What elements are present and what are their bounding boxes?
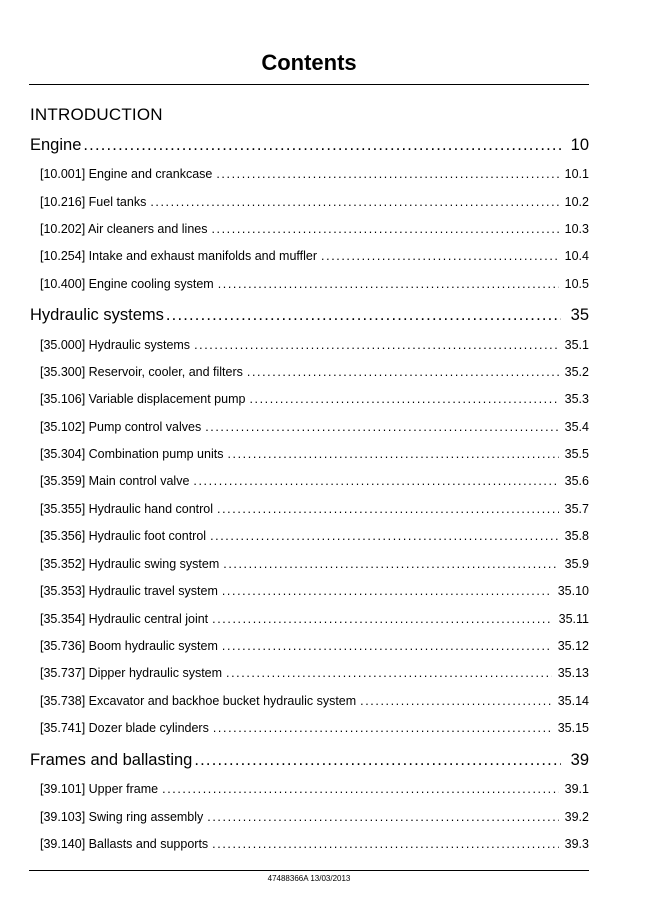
toc-entry-label: [39.101] Upper frame (40, 782, 159, 796)
dot-leader (194, 751, 560, 770)
dot-leader (194, 338, 559, 352)
toc-entry[interactable] (40, 666, 589, 680)
toc-section-hydraulic-systems[interactable] (30, 306, 589, 325)
dot-leader (210, 529, 559, 543)
toc-entry-page: 39.2 (564, 810, 589, 824)
toc-entry[interactable] (40, 584, 589, 598)
dot-leader (193, 474, 558, 488)
dot-leader (217, 502, 559, 516)
toc-entry-label: [35.304] Combination pump units (40, 447, 224, 461)
toc-entry-label: [10.001] Engine and crankcase (40, 167, 213, 181)
toc-entry[interactable] (40, 392, 589, 406)
toc-entry-label: [35.359] Main control valve (40, 474, 190, 488)
toc-entry-label: [35.352] Hydraulic swing system (40, 557, 220, 571)
toc-entry[interactable] (40, 474, 589, 488)
toc-entry-label: [35.300] Reservoir, cooler, and filters (40, 365, 243, 379)
toc-entry-label: [35.353] Hydraulic travel system (40, 584, 218, 598)
header-divider (29, 84, 589, 85)
toc-section-page: 39 (570, 751, 589, 769)
dot-leader (222, 584, 552, 598)
dot-leader (360, 694, 552, 708)
toc-entry-page: 10.4 (564, 249, 589, 263)
toc-entry[interactable] (40, 721, 589, 735)
toc-introduction-heading[interactable]: INTRODUCTION (30, 105, 163, 124)
toc-section-frames-and-ballasting[interactable] (30, 751, 589, 770)
toc-entry-label: [39.103] Swing ring assembly (40, 810, 204, 824)
toc-entry-label: [35.737] Dipper hydraulic system (40, 666, 223, 680)
toc-entry[interactable] (40, 447, 589, 461)
toc-entry-label: [35.741] Dozer blade cylinders (40, 721, 209, 735)
dot-leader (162, 782, 559, 796)
toc-section-title: Hydraulic systems (30, 306, 164, 324)
toc-section-page: 35 (570, 306, 589, 324)
toc-entry-page: 35.1 (564, 338, 589, 352)
toc-entry-label: [35.354] Hydraulic central joint (40, 612, 209, 626)
toc-entry-page: 35.2 (564, 365, 589, 379)
dot-leader (213, 721, 552, 735)
toc-entry[interactable] (40, 694, 589, 708)
toc-entry-page: 35.6 (564, 474, 589, 488)
toc-entry-page: 35.5 (564, 447, 589, 461)
toc-entry-page: 35.14 (557, 694, 589, 708)
toc-entry-label: [39.140] Ballasts and supports (40, 837, 209, 851)
toc-entry-page: 10.3 (564, 222, 589, 236)
toc-section-engine[interactable] (30, 136, 589, 155)
toc-entry[interactable] (40, 420, 589, 434)
toc-entry-label: [35.106] Variable displacement pump (40, 392, 246, 406)
toc-entry[interactable] (40, 167, 589, 181)
toc-entry-label: [35.102] Pump control valves (40, 420, 202, 434)
toc-entry-page: 35.11 (558, 612, 589, 626)
dot-leader (321, 249, 559, 263)
dot-leader (247, 365, 559, 379)
toc-entry[interactable] (40, 639, 589, 653)
toc-entry-label: [35.000] Hydraulic systems (40, 338, 191, 352)
toc-entry-label: [10.202] Air cleaners and lines (40, 222, 208, 236)
dot-leader (223, 557, 558, 571)
footer-divider (29, 870, 589, 871)
toc-entry-page: 35.4 (564, 420, 589, 434)
dot-leader (222, 639, 552, 653)
dot-leader (226, 666, 552, 680)
dot-leader (83, 136, 560, 155)
dot-leader (211, 222, 558, 236)
toc-entry-page: 35.7 (564, 502, 589, 516)
toc-entry-label: [10.400] Engine cooling system (40, 277, 214, 291)
dot-leader (205, 420, 558, 434)
page-title: Contents (261, 50, 357, 75)
dot-leader (207, 810, 558, 824)
toc-entry[interactable] (40, 222, 589, 236)
dot-leader (218, 277, 559, 291)
dot-leader (150, 195, 558, 209)
toc-entry-label: [10.254] Intake and exhaust manifolds and muffler (40, 249, 318, 263)
toc-entry-page: 35.12 (557, 639, 589, 653)
toc-entry[interactable] (40, 338, 589, 352)
toc-entry-label: [35.356] Hydraulic foot control (40, 529, 207, 543)
toc-entry-label: [10.216] Fuel tanks (40, 195, 147, 209)
document-footer: 47488366A 13/03/2013 (267, 874, 351, 883)
dot-leader (166, 306, 561, 325)
toc-section-title: Frames and ballasting (30, 751, 193, 769)
toc-entry-page: 35.13 (557, 666, 589, 680)
toc-entry-page: 35.9 (564, 557, 589, 571)
toc-entry[interactable] (40, 782, 589, 796)
dot-leader (212, 837, 558, 851)
dot-leader (216, 167, 558, 181)
toc-section-title: Engine (30, 136, 82, 154)
toc-entry[interactable] (40, 529, 589, 543)
toc-entry-page: 35.8 (564, 529, 589, 543)
toc-entry[interactable] (40, 249, 589, 263)
toc-entry-page: 39.3 (564, 837, 589, 851)
toc-entry[interactable] (40, 612, 589, 626)
toc-entry[interactable] (40, 195, 589, 209)
dot-leader (212, 612, 552, 626)
toc-entry[interactable] (40, 810, 589, 824)
toc-entry[interactable] (40, 502, 589, 516)
toc-entry[interactable] (40, 365, 589, 379)
toc-entry[interactable] (40, 837, 589, 851)
toc-entry-page: 10.2 (564, 195, 589, 209)
toc-entry-page: 39.1 (564, 782, 589, 796)
toc-entry[interactable] (40, 277, 589, 291)
toc-entry-page: 35.3 (564, 392, 589, 406)
toc-entry-label: [35.738] Excavator and backhoe bucket hydraulic system (40, 694, 357, 708)
dot-leader (227, 447, 558, 461)
toc-entry-page: 10.5 (564, 277, 589, 291)
toc-entry-label: [35.736] Boom hydraulic system (40, 639, 218, 653)
toc-entry-page: 10.1 (564, 167, 589, 181)
toc-entry[interactable] (40, 557, 589, 571)
toc-entry-label: [35.355] Hydraulic hand control (40, 502, 214, 516)
dot-leader (249, 392, 558, 406)
toc-entry-page: 35.15 (557, 721, 589, 735)
toc-entry-page: 35.10 (557, 584, 589, 598)
toc-section-page: 10 (570, 136, 589, 154)
